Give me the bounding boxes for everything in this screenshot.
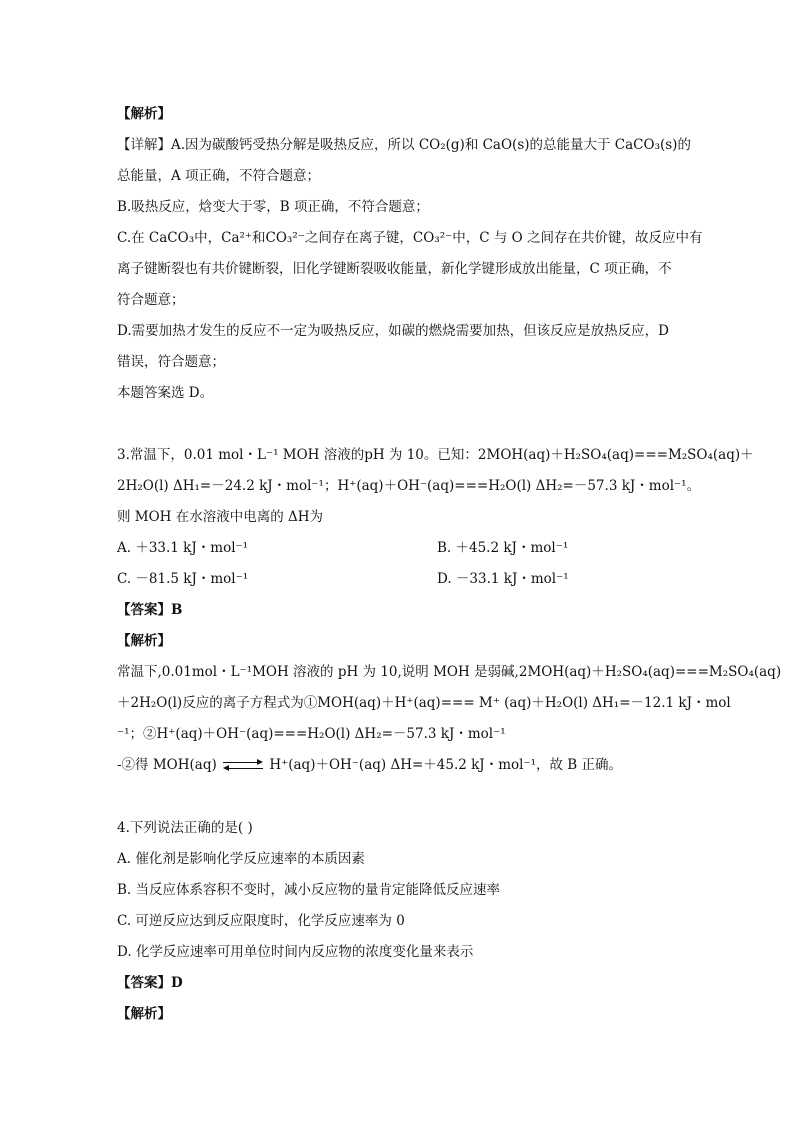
detail-line: B.吸热反应，焓变大于零，B 项正确，不符合题意； [117, 199, 429, 215]
q3-analysis-label: 【解析】 [117, 633, 171, 649]
q4-option-c: C. 可逆反应达到反应限度时，化学反应速率为 0 [117, 913, 405, 929]
detail-line: 本题答案选 D。 [117, 385, 214, 401]
q3-option-d: D. －33.1 kJ・mol⁻¹ [437, 571, 569, 587]
detail-line: 【详解】A.因为碳酸钙受热分解是吸热反应，所以 CO₂(g)和 CaO(s)的总能量大于 CaCO₃(s)的 [117, 137, 691, 153]
q3-stem-line: 则 MOH 在水溶液中电离的 ΔH为 [117, 509, 324, 525]
q4-analysis-label: 【解析】 [117, 1006, 171, 1022]
q4-option-d: D. 化学反应速率可用单位时间内反应物的浓度变化量来表示 [117, 944, 474, 960]
q3-stem-line: 2H₂O(l) ΔH₁=－24.2 kJ・mol⁻¹；H⁺(aq)＋OH⁻(aq)===H₂O(l) ΔH₂=－57.3 kJ・mol⁻¹。 [117, 478, 701, 494]
q3-analysis-final-line [117, 755, 682, 775]
equilibrium-arrow-icon [223, 760, 263, 772]
q3-stem-line: 3.常温下，0.01 mol・L⁻¹ MOH 溶液的pH 为 10。已知：2MOH(aq)＋H₂SO₄(aq)===M₂SO₄(aq)＋ [117, 447, 754, 463]
q3-option-a: A. ＋33.1 kJ・mol⁻¹ [117, 540, 249, 556]
detail-line: C.在 CaCO₃中，Ca²⁺和CO₃²⁻之间存在离子键，CO₃²⁻中，C 与 O 之间存在共价键，故反应中有 [117, 230, 703, 246]
detail-line: 符合题意； [117, 292, 185, 308]
analysis-label: 【解析】 [117, 106, 171, 122]
q3-analysis-line: ⁻¹；②H⁺(aq)＋OH⁻(aq)===H₂O(l) ΔH₂=－57.3 kJ・mol⁻¹ [117, 726, 506, 742]
q4-answer: 【答案】D [117, 975, 183, 991]
q3-option-c: C. －81.5 kJ・mol⁻¹ [117, 571, 249, 587]
q3-answer: 【答案】B [117, 602, 183, 618]
q3-analysis-line: 常温下,0.01mol・L⁻¹MOH 溶液的 pH 为 10,说明 MOH 是弱碱,2MOH(aq)＋H₂SO₄(aq)===M₂SO₄(aq) [117, 664, 782, 680]
q3-final-pre: -②得 MOH(aq) [117, 757, 217, 773]
q4-option-b: B. 当反应体系容积不变时，减小反应物的量肯定能降低反应速率 [117, 882, 501, 898]
detail-line: 错误，符合题意； [117, 354, 225, 370]
detail-line: 离子键断裂也有共价键断裂，旧化学键断裂吸收能量，新化学键形成放出能量，C 项正确，不 [117, 261, 672, 277]
q4-stem: 4.下列说法正确的是( ) [117, 820, 253, 836]
q4-option-a: A. 催化剂是影响化学反应速率的本质因素 [117, 851, 365, 867]
detail-line: 总能量，A 项正确，不符合题意； [117, 168, 321, 184]
q3-analysis-line: ＋2H₂O(l)反应的离子方程式为①MOH(aq)＋H⁺(aq)=== M⁺ (aq)＋H₂O(l) ΔH₁=－12.1 kJ・mol [117, 695, 731, 711]
detail-line: D.需要加热才发生的反应不一定为吸热反应，如碳的燃烧需要加热，但该反应是放热反应，D [117, 323, 669, 339]
q3-final-post: H⁺(aq)＋OH⁻(aq) ΔH=＋45.2 kJ・mol⁻¹，故 B 正确。 [269, 757, 623, 773]
q3-option-b: B. ＋45.2 kJ・mol⁻¹ [437, 540, 569, 556]
